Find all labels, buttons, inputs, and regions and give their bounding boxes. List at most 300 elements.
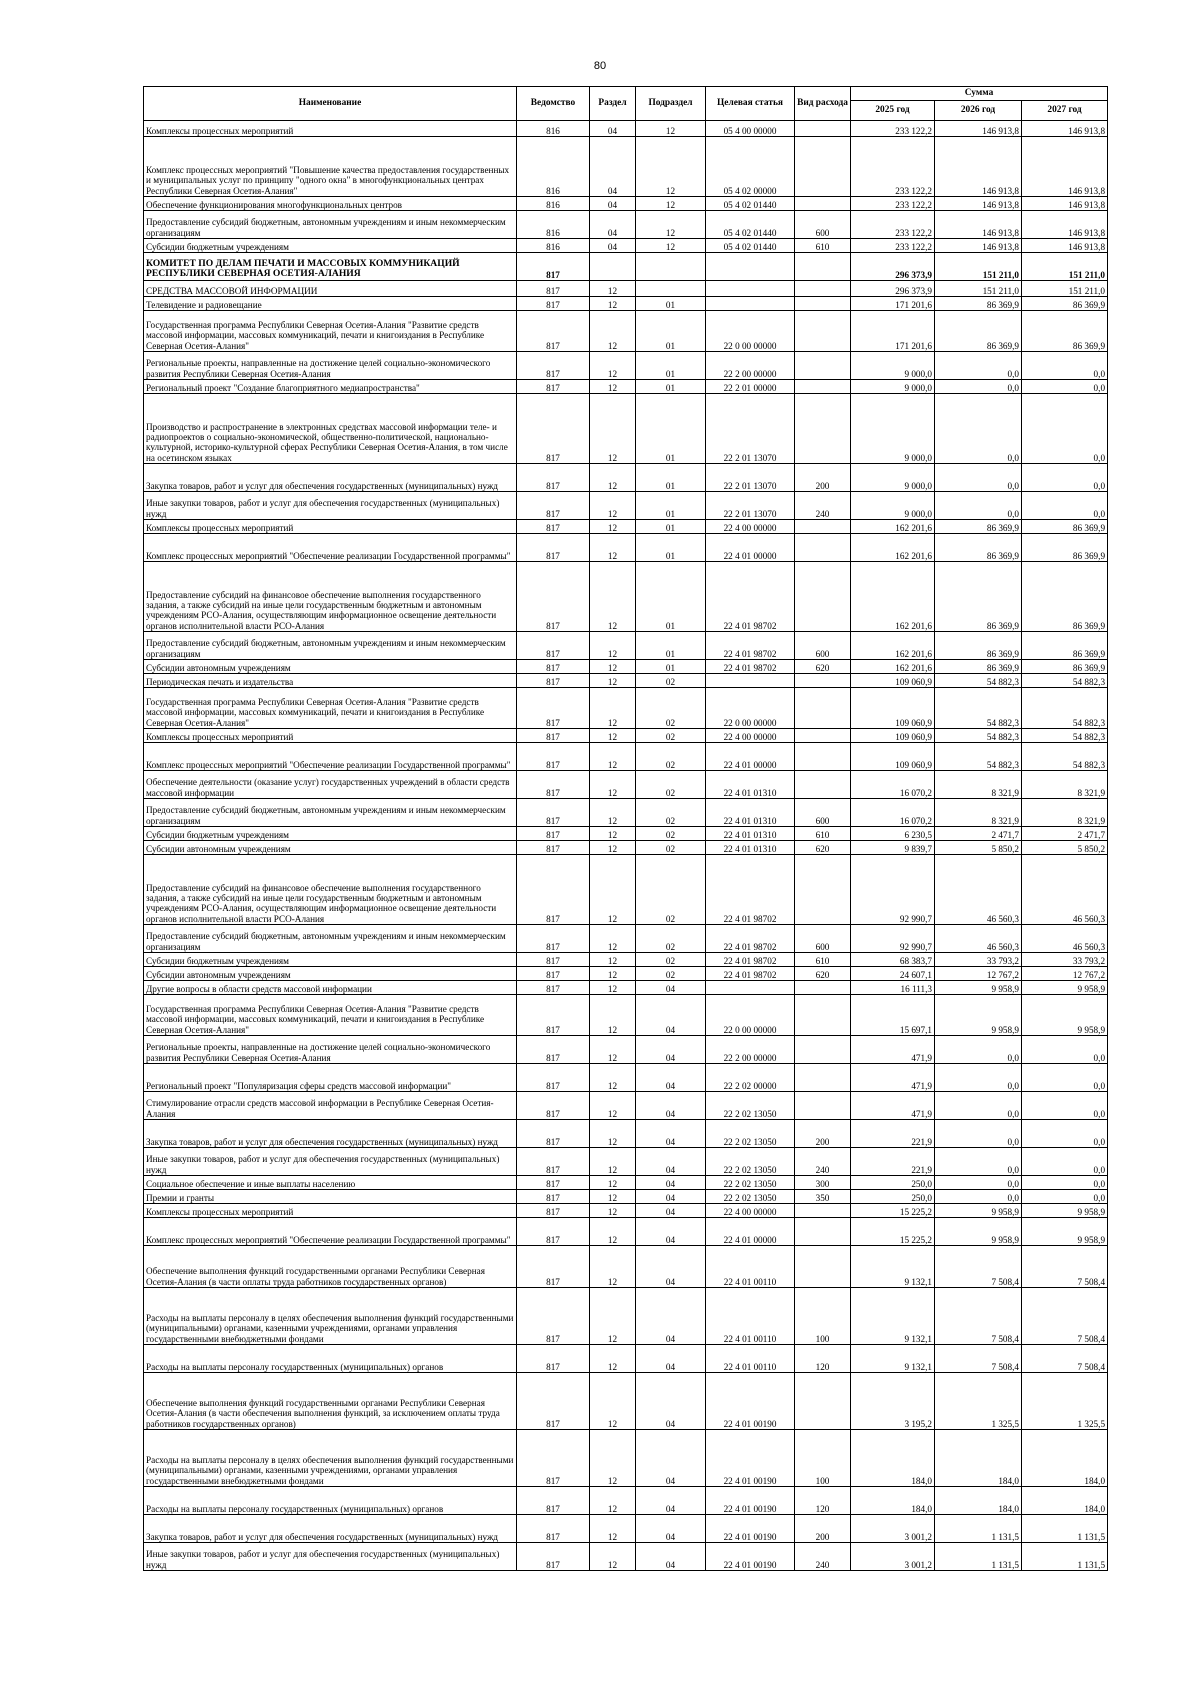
row-sum-2025: 9 132,1: [851, 1288, 935, 1345]
row-podrazdel: 02: [636, 967, 706, 981]
row-vid-rashoda: 350: [795, 1190, 851, 1204]
row-sum-2026: 2 471,7: [935, 827, 1022, 841]
row-celevaya: 22 4 00 00000: [706, 729, 795, 743]
row-vid-rashoda: [795, 380, 851, 394]
table-row: [144, 239, 1108, 253]
row-podrazdel: 02: [636, 841, 706, 855]
row-vid-rashoda: [795, 562, 851, 632]
row-vid-rashoda: 600: [795, 211, 851, 239]
row-sum-2026: 86 369,9: [935, 562, 1022, 632]
table-row: [144, 743, 1108, 771]
row-name: Закупка товаров, работ и услуг для обеспечения государственных (муниципальных) нужд: [144, 1515, 517, 1543]
row-sum-2025: 109 060,9: [851, 743, 935, 771]
row-name: Иные закупки товаров, работ и услуг для обеспечения государственных (муниципальных) нужд: [144, 1543, 517, 1571]
row-sum-2027: 1 325,5: [1022, 1373, 1108, 1430]
table-row: [144, 1487, 1108, 1515]
row-sum-2025: 171 201,6: [851, 311, 935, 352]
row-podrazdel: 04: [636, 1190, 706, 1204]
row-sum-2027: 0,0: [1022, 380, 1108, 394]
table-row: [144, 799, 1108, 827]
row-sum-2026: 0,0: [935, 1148, 1022, 1176]
row-sum-2025: 109 060,9: [851, 674, 935, 688]
row-sum-2026: 0,0: [935, 1036, 1022, 1064]
row-celevaya: 22 4 01 00190: [706, 1515, 795, 1543]
row-sum-2025: 15 697,1: [851, 995, 935, 1036]
row-sum-2027: 0,0: [1022, 1064, 1108, 1092]
row-name: Расходы на выплаты персоналу в целях обеспечения выполнения функций государственными (муниципальными) органами, казенными учреждениями, органами управления государственными внебюджетными фондами: [144, 1430, 517, 1487]
row-sum-2026: 12 767,2: [935, 967, 1022, 981]
row-vedomstvo: 817: [517, 1092, 590, 1120]
row-sum-2026: 184,0: [935, 1487, 1022, 1515]
row-name: Региональные проекты, направленные на достижение целей социально-экономического развития Республики Северная Осетия-Алания: [144, 1036, 517, 1064]
row-podrazdel: 01: [636, 534, 706, 562]
row-sum-2027: 0,0: [1022, 352, 1108, 380]
row-vid-rashoda: 620: [795, 841, 851, 855]
row-vedomstvo: 817: [517, 771, 590, 799]
header-razdel: Раздел: [590, 87, 636, 121]
header-podrazdel: Подраздел: [636, 87, 706, 121]
row-celevaya: 22 4 01 01310: [706, 827, 795, 841]
row-vedomstvo: 816: [517, 197, 590, 211]
row-vedomstvo: 816: [517, 121, 590, 137]
page-number: 80: [593, 60, 607, 72]
row-vid-rashoda: 120: [795, 1345, 851, 1373]
row-sum-2026: 54 882,3: [935, 688, 1022, 729]
row-sum-2027: 86 369,9: [1022, 297, 1108, 311]
row-vid-rashoda: 200: [795, 1515, 851, 1543]
row-name: Субсидии автономным учреждениям: [144, 841, 517, 855]
row-podrazdel: 04: [636, 1218, 706, 1246]
table-row: [144, 674, 1108, 688]
row-sum-2027: 0,0: [1022, 394, 1108, 464]
table-row: [144, 1345, 1108, 1373]
row-sum-2025: 250,0: [851, 1190, 935, 1204]
row-sum-2026: 86 369,9: [935, 534, 1022, 562]
row-name: Субсидии автономным учреждениям: [144, 660, 517, 674]
table-row: [144, 967, 1108, 981]
row-razdel: 12: [590, 632, 636, 660]
row-name: Субсидии автономным учреждениям: [144, 967, 517, 981]
row-sum-2026: 184,0: [935, 1430, 1022, 1487]
row-sum-2026: 146 913,8: [935, 211, 1022, 239]
row-vedomstvo: 817: [517, 827, 590, 841]
table-row: [144, 1148, 1108, 1176]
row-sum-2027: 7 508,4: [1022, 1288, 1108, 1345]
row-sum-2027: 0,0: [1022, 464, 1108, 492]
row-name: Социальное обеспечение и иные выплаты населению: [144, 1176, 517, 1190]
row-vedomstvo: 817: [517, 1246, 590, 1288]
row-razdel: 12: [590, 1487, 636, 1515]
row-razdel: 12: [590, 995, 636, 1036]
row-vedomstvo: 817: [517, 995, 590, 1036]
table-row: [144, 121, 1108, 137]
row-sum-2025: 9 839,7: [851, 841, 935, 855]
row-sum-2025: 221,9: [851, 1148, 935, 1176]
row-celevaya: 22 4 01 00110: [706, 1246, 795, 1288]
table-row: [144, 464, 1108, 492]
row-sum-2025: 162 201,6: [851, 632, 935, 660]
row-name: Закупка товаров, работ и услуг для обеспечения государственных (муниципальных) нужд: [144, 464, 517, 492]
row-sum-2027: 8 321,9: [1022, 771, 1108, 799]
row-vid-rashoda: 610: [795, 953, 851, 967]
row-celevaya: 22 2 00 00000: [706, 352, 795, 380]
row-name: Региональные проекты, направленные на достижение целей социально-экономического развития Республики Северная Осетия-Алания: [144, 352, 517, 380]
row-vid-rashoda: [795, 197, 851, 211]
row-vid-rashoda: 600: [795, 925, 851, 953]
row-vedomstvo: 817: [517, 688, 590, 729]
row-razdel: 12: [590, 1176, 636, 1190]
row-razdel: 12: [590, 1373, 636, 1430]
row-podrazdel: 04: [636, 1092, 706, 1120]
row-vedomstvo: 817: [517, 1288, 590, 1345]
row-podrazdel: [636, 281, 706, 297]
row-vid-rashoda: [795, 1218, 851, 1246]
row-sum-2025: 9 000,0: [851, 492, 935, 520]
row-razdel: 12: [590, 281, 636, 297]
row-podrazdel: 12: [636, 137, 706, 197]
row-vedomstvo: 817: [517, 743, 590, 771]
row-podrazdel: 01: [636, 562, 706, 632]
row-sum-2026: 86 369,9: [935, 660, 1022, 674]
row-razdel: 12: [590, 352, 636, 380]
row-sum-2025: 9 000,0: [851, 394, 935, 464]
table-row: [144, 981, 1108, 995]
row-sum-2027: 9 958,9: [1022, 1204, 1108, 1218]
row-vedomstvo: 817: [517, 380, 590, 394]
row-podrazdel: 01: [636, 297, 706, 311]
row-celevaya: 22 4 01 00110: [706, 1288, 795, 1345]
header-celevaya: Целевая статья: [706, 87, 795, 121]
row-vid-rashoda: 120: [795, 1487, 851, 1515]
row-sum-2027: 33 793,2: [1022, 953, 1108, 967]
row-sum-2025: 221,9: [851, 1120, 935, 1148]
row-celevaya: 22 4 01 00110: [706, 1345, 795, 1373]
header-2026: 2026 год: [935, 101, 1022, 121]
row-sum-2025: 92 990,7: [851, 855, 935, 925]
row-vedomstvo: 817: [517, 729, 590, 743]
row-vid-rashoda: [795, 1246, 851, 1288]
row-podrazdel: 02: [636, 688, 706, 729]
row-razdel: 12: [590, 771, 636, 799]
row-podrazdel: 04: [636, 1120, 706, 1148]
row-sum-2026: 146 913,8: [935, 197, 1022, 211]
row-sum-2027: 46 560,3: [1022, 925, 1108, 953]
header-name: Наименование: [144, 87, 517, 121]
row-sum-2026: 1 131,5: [935, 1543, 1022, 1571]
row-vedomstvo: 817: [517, 297, 590, 311]
row-podrazdel: 01: [636, 660, 706, 674]
row-sum-2026: 9 958,9: [935, 1204, 1022, 1218]
row-vid-rashoda: 100: [795, 1288, 851, 1345]
row-vedomstvo: 817: [517, 1345, 590, 1373]
table-row: [144, 311, 1108, 352]
row-celevaya: 22 4 01 98702: [706, 855, 795, 925]
row-sum-2025: 9 132,1: [851, 1345, 935, 1373]
row-podrazdel: 02: [636, 953, 706, 967]
row-podrazdel: 04: [636, 1204, 706, 1218]
row-name: Премии и гранты: [144, 1190, 517, 1204]
row-podrazdel: 02: [636, 674, 706, 688]
row-sum-2027: 146 913,8: [1022, 211, 1108, 239]
row-sum-2027: 54 882,3: [1022, 674, 1108, 688]
row-name: Другие вопросы в области средств массовой информации: [144, 981, 517, 995]
row-sum-2027: 0,0: [1022, 1036, 1108, 1064]
table-row: [144, 297, 1108, 311]
row-vedomstvo: 817: [517, 520, 590, 534]
header-vid-rashoda: Вид расхода: [795, 87, 851, 121]
row-name: Региональный проект "Популяризация сферы средств массовой информации": [144, 1064, 517, 1092]
row-sum-2025: 162 201,6: [851, 534, 935, 562]
row-razdel: 12: [590, 855, 636, 925]
table-row: [144, 688, 1108, 729]
row-podrazdel: 12: [636, 121, 706, 137]
row-razdel: 12: [590, 729, 636, 743]
row-name: Комплексы процессных мероприятий: [144, 729, 517, 743]
row-vedomstvo: 817: [517, 1064, 590, 1092]
row-name: Государственная программа Республики Северная Осетия-Алания "Развитие средств массовой информации, массовых коммуникаций, печати и книгоиздания в Республике Северная Осетия-Алания": [144, 311, 517, 352]
row-celevaya: 22 0 00 00000: [706, 688, 795, 729]
row-sum-2026: 33 793,2: [935, 953, 1022, 967]
row-vedomstvo: 817: [517, 562, 590, 632]
row-celevaya: 22 4 01 98702: [706, 953, 795, 967]
row-vedomstvo: 817: [517, 1373, 590, 1430]
table-row: [144, 995, 1108, 1036]
row-sum-2026: 9 958,9: [935, 981, 1022, 995]
row-vedomstvo: 817: [517, 1543, 590, 1571]
row-razdel: 12: [590, 1246, 636, 1288]
row-razdel: 12: [590, 380, 636, 394]
row-sum-2027: 86 369,9: [1022, 562, 1108, 632]
row-sum-2026: 8 321,9: [935, 771, 1022, 799]
row-sum-2026: 0,0: [935, 1064, 1022, 1092]
row-sum-2025: 471,9: [851, 1064, 935, 1092]
row-name: Обеспечение деятельности (оказание услуг) государственных учреждений в области средств массовой информации: [144, 771, 517, 799]
row-celevaya: 22 4 01 01310: [706, 771, 795, 799]
row-razdel: 12: [590, 1345, 636, 1373]
row-razdel: 12: [590, 1092, 636, 1120]
row-name: Стимулирование отрасли средств массовой информации в Республике Северная Осетия-Алания: [144, 1092, 517, 1120]
row-celevaya: [706, 297, 795, 311]
row-celevaya: 22 2 01 13070: [706, 492, 795, 520]
row-vid-rashoda: 200: [795, 464, 851, 492]
row-podrazdel: 02: [636, 827, 706, 841]
row-sum-2025: 68 383,7: [851, 953, 935, 967]
row-sum-2026: 1 131,5: [935, 1515, 1022, 1543]
row-razdel: 12: [590, 1218, 636, 1246]
row-razdel: 04: [590, 197, 636, 211]
row-celevaya: 22 4 00 00000: [706, 520, 795, 534]
row-podrazdel: 12: [636, 211, 706, 239]
row-celevaya: 22 2 01 13070: [706, 464, 795, 492]
row-podrazdel: 02: [636, 855, 706, 925]
row-celevaya: 22 2 02 13050: [706, 1190, 795, 1204]
row-razdel: 12: [590, 1148, 636, 1176]
row-razdel: 12: [590, 534, 636, 562]
row-sum-2025: 3 195,2: [851, 1373, 935, 1430]
row-vedomstvo: 817: [517, 492, 590, 520]
table-row: [144, 1218, 1108, 1246]
row-podrazdel: 04: [636, 981, 706, 995]
row-celevaya: 22 2 01 13070: [706, 394, 795, 464]
row-name: КОМИТЕТ ПО ДЕЛАМ ПЕЧАТИ И МАССОВЫХ КОММУНИКАЦИЙ РЕСПУБЛИКИ СЕВЕРНАЯ ОСЕТИЯ-АЛАНИЯ: [144, 253, 517, 281]
row-podrazdel: 01: [636, 464, 706, 492]
row-sum-2027: 184,0: [1022, 1430, 1108, 1487]
row-sum-2027: 146 913,8: [1022, 137, 1108, 197]
row-razdel: 12: [590, 953, 636, 967]
row-vedomstvo: 817: [517, 1204, 590, 1218]
row-celevaya: 22 4 01 00000: [706, 1218, 795, 1246]
row-razdel: 04: [590, 137, 636, 197]
row-celevaya: 22 4 01 00190: [706, 1430, 795, 1487]
row-vid-rashoda: 600: [795, 799, 851, 827]
row-sum-2025: 9 132,1: [851, 1246, 935, 1288]
row-vedomstvo: 817: [517, 281, 590, 297]
row-vid-rashoda: [795, 394, 851, 464]
row-razdel: 12: [590, 1064, 636, 1092]
row-sum-2027: 86 369,9: [1022, 534, 1108, 562]
row-name: СРЕДСТВА МАССОВОЙ ИНФОРМАЦИИ: [144, 281, 517, 297]
row-vid-rashoda: [795, 855, 851, 925]
row-sum-2026: 54 882,3: [935, 729, 1022, 743]
table-row: [144, 352, 1108, 380]
row-sum-2025: 16 070,2: [851, 771, 935, 799]
row-podrazdel: 01: [636, 520, 706, 534]
row-sum-2027: 7 508,4: [1022, 1345, 1108, 1373]
row-sum-2025: 171 201,6: [851, 297, 935, 311]
table-body: [144, 121, 1108, 1571]
row-vedomstvo: 817: [517, 855, 590, 925]
row-name: Государственная программа Республики Северная Осетия-Алания "Развитие средств массовой информации, массовых коммуникаций, печати и книгоиздания в Республике Северная Осетия-Алания": [144, 688, 517, 729]
row-vid-rashoda: 610: [795, 239, 851, 253]
row-razdel: 12: [590, 925, 636, 953]
row-razdel: 12: [590, 1515, 636, 1543]
row-celevaya: 22 0 00 00000: [706, 311, 795, 352]
row-razdel: 12: [590, 464, 636, 492]
row-vedomstvo: 817: [517, 1120, 590, 1148]
row-sum-2026: 151 211,0: [935, 253, 1022, 281]
row-razdel: 12: [590, 1288, 636, 1345]
row-podrazdel: 04: [636, 995, 706, 1036]
row-podrazdel: 01: [636, 352, 706, 380]
row-sum-2025: 233 122,2: [851, 121, 935, 137]
row-vedomstvo: 817: [517, 953, 590, 967]
row-podrazdel: 04: [636, 1148, 706, 1176]
row-sum-2027: 0,0: [1022, 1092, 1108, 1120]
row-vid-rashoda: [795, 121, 851, 137]
row-name: Обеспечение выполнения функций государственными органами Республики Северная Осетия-Алания (в части обеспечения выполнения функций, за исключением оплаты труда работников государственных органов): [144, 1373, 517, 1430]
row-podrazdel: 04: [636, 1430, 706, 1487]
row-name: Предоставление субсидий бюджетным, автономным учреждениям и иным некоммерческим организациям: [144, 632, 517, 660]
row-sum-2026: 146 913,8: [935, 239, 1022, 253]
row-vid-rashoda: [795, 311, 851, 352]
table-row: [144, 1092, 1108, 1120]
row-razdel: 12: [590, 1120, 636, 1148]
row-name: Обеспечение функционирования многофункциональных центров: [144, 197, 517, 211]
row-celevaya: 22 4 01 00190: [706, 1487, 795, 1515]
row-podrazdel: 01: [636, 380, 706, 394]
row-vid-rashoda: [795, 743, 851, 771]
row-vid-rashoda: 240: [795, 492, 851, 520]
row-vid-rashoda: [795, 1064, 851, 1092]
row-vid-rashoda: [795, 1373, 851, 1430]
row-celevaya: [706, 281, 795, 297]
row-podrazdel: 02: [636, 771, 706, 799]
row-celevaya: 22 4 01 00190: [706, 1373, 795, 1430]
row-sum-2025: 6 230,5: [851, 827, 935, 841]
header-2027: 2027 год: [1022, 101, 1108, 121]
row-vedomstvo: 817: [517, 925, 590, 953]
row-sum-2025: 3 001,2: [851, 1515, 935, 1543]
table-row: [144, 520, 1108, 534]
row-name: Субсидии бюджетным учреждениям: [144, 953, 517, 967]
row-sum-2026: 0,0: [935, 1092, 1022, 1120]
row-vid-rashoda: [795, 520, 851, 534]
row-podrazdel: 04: [636, 1176, 706, 1190]
row-name: Иные закупки товаров, работ и услуг для обеспечения государственных (муниципальных) нужд: [144, 1148, 517, 1176]
row-sum-2027: 0,0: [1022, 1120, 1108, 1148]
row-razdel: 12: [590, 799, 636, 827]
row-razdel: 12: [590, 743, 636, 771]
row-razdel: 12: [590, 981, 636, 995]
row-vedomstvo: 817: [517, 1176, 590, 1190]
row-name: Закупка товаров, работ и услуг для обеспечения государственных (муниципальных) нужд: [144, 1120, 517, 1148]
row-sum-2027: 2 471,7: [1022, 827, 1108, 841]
table-row: [144, 1543, 1108, 1571]
row-name: Предоставление субсидий бюджетным, автономным учреждениям и иным некоммерческим организациям: [144, 211, 517, 239]
row-sum-2027: 146 913,8: [1022, 239, 1108, 253]
row-sum-2026: 151 211,0: [935, 281, 1022, 297]
row-sum-2026: 5 850,2: [935, 841, 1022, 855]
table-row: [144, 1204, 1108, 1218]
row-vedomstvo: 817: [517, 534, 590, 562]
row-name: Комплекс процессных мероприятий "Обеспечение реализации Государственной программы": [144, 534, 517, 562]
row-celevaya: 22 4 01 98702: [706, 967, 795, 981]
row-podrazdel: 04: [636, 1345, 706, 1373]
row-celevaya: 22 4 01 00000: [706, 743, 795, 771]
row-sum-2027: 86 369,9: [1022, 311, 1108, 352]
table-row: [144, 827, 1108, 841]
table-row: [144, 281, 1108, 297]
row-celevaya: 05 4 02 01440: [706, 211, 795, 239]
row-sum-2026: 1 325,5: [935, 1373, 1022, 1430]
row-vedomstvo: 816: [517, 137, 590, 197]
row-name: Предоставление субсидий на финансовое обеспечение выполнения государственного задания, а также субсидий на иные цели государственным бюджетным и автономным учреждениям РСО-Алания, осуществляющим информационное освещение деятельности органов исполнительной власти РСО-Алания: [144, 562, 517, 632]
row-celevaya: 22 4 01 00000: [706, 534, 795, 562]
row-name: Субсидии бюджетным учреждениям: [144, 239, 517, 253]
row-name: Расходы на выплаты персоналу в целях обеспечения выполнения функций государственными (муниципальными) органами, казенными учреждениями, органами управления государственными внебюджетными фондами: [144, 1288, 517, 1345]
row-sum-2025: 9 000,0: [851, 352, 935, 380]
row-name: Предоставление субсидий бюджетным, автономным учреждениям и иным некоммерческим организациям: [144, 925, 517, 953]
row-sum-2027: 0,0: [1022, 492, 1108, 520]
row-celevaya: 05 4 00 00000: [706, 121, 795, 137]
table-row: [144, 1176, 1108, 1190]
row-sum-2027: 146 913,8: [1022, 121, 1108, 137]
row-podrazdel: [636, 253, 706, 281]
row-sum-2026: 146 913,8: [935, 137, 1022, 197]
row-vedomstvo: 817: [517, 1036, 590, 1064]
row-sum-2027: 86 369,9: [1022, 520, 1108, 534]
row-name: Периодическая печать и издательства: [144, 674, 517, 688]
row-sum-2026: 146 913,8: [935, 121, 1022, 137]
row-sum-2025: 250,0: [851, 1176, 935, 1190]
table-row: [144, 492, 1108, 520]
row-sum-2027: 151 211,0: [1022, 253, 1108, 281]
row-vid-rashoda: 200: [795, 1120, 851, 1148]
row-razdel: 12: [590, 841, 636, 855]
row-sum-2025: 233 122,2: [851, 197, 935, 211]
row-podrazdel: 04: [636, 1036, 706, 1064]
row-celevaya: 22 4 01 98702: [706, 632, 795, 660]
